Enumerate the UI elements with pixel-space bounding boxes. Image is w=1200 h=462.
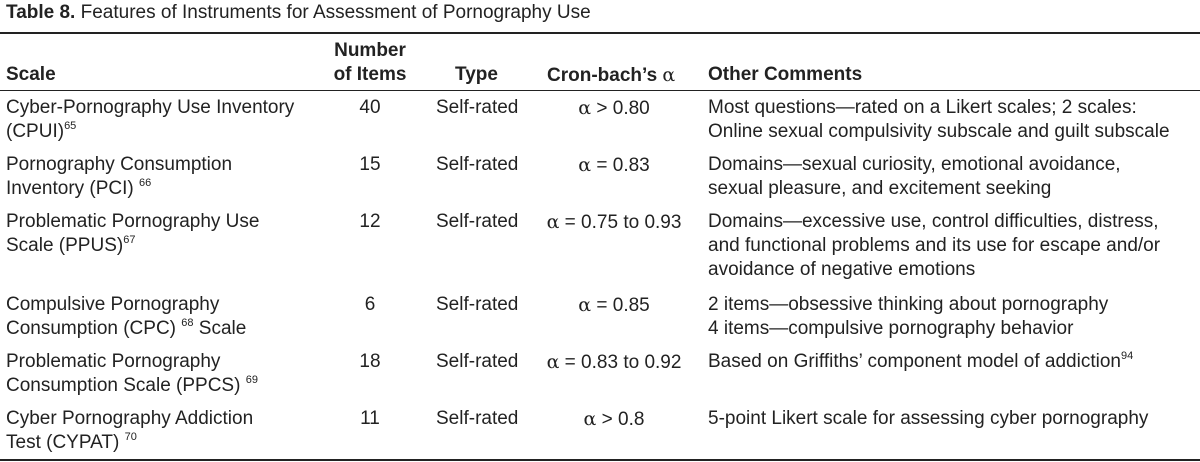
scale-name: Pornography Consumption xyxy=(6,154,233,175)
alpha-value: = 0.83 to 0.92 xyxy=(559,352,682,373)
comment-line: Online sexual compulsivity subscale and guilt subscale xyxy=(708,121,1170,142)
scale-abbrev: Scale (PPUS) xyxy=(6,235,124,256)
item-count: 40 xyxy=(359,97,381,118)
scale-name: Cyber-Pornography Use Inventory xyxy=(6,97,295,118)
table-label: Table 8. xyxy=(6,2,76,23)
alpha-value: = 0.85 xyxy=(591,295,650,316)
reference-number: 94 xyxy=(1120,350,1134,362)
cronbach-alpha xyxy=(522,153,706,178)
comment-line: 5-point Likert scale for assessing cyber pornography xyxy=(708,408,1149,429)
scale-type: Self-rated xyxy=(436,154,519,175)
item-count: 18 xyxy=(359,351,381,372)
scale-abbrev: (CPUI) xyxy=(6,121,65,142)
reference-number: 68 xyxy=(181,317,194,329)
scale-abbrev: Inventory (PCI) xyxy=(6,178,140,199)
scale-abbrev: Consumption Scale (PPCS) xyxy=(6,375,246,396)
scale-name: Problematic Pornography xyxy=(6,351,221,372)
comment-line: 4 items—compulsive pornography behavior xyxy=(708,318,1074,339)
cronbach-alpha xyxy=(522,210,706,235)
scale-type: Self-rated xyxy=(436,294,519,315)
comment-line: Most questions—rated on a Likert scales; 2 scales: xyxy=(708,97,1137,118)
alpha-symbol: α xyxy=(578,97,592,119)
scale-name-cont xyxy=(6,374,258,398)
alpha-symbol: α xyxy=(662,64,676,86)
top-rule xyxy=(0,32,1200,34)
scale-suffix: Scale xyxy=(193,318,247,339)
alpha-symbol: α xyxy=(546,211,560,233)
cronbach-alpha xyxy=(522,293,706,318)
reference-number: 66 xyxy=(139,177,152,189)
scale-name: Problematic Pornography Use xyxy=(6,211,260,232)
alpha-symbol: α xyxy=(578,154,592,176)
comment-line: and functional problems and its use for escape and/or xyxy=(708,235,1161,256)
comment-line: sexual pleasure, and excitement seeking xyxy=(708,178,1052,199)
alpha-value: = 0.75 to 0.93 xyxy=(559,212,682,233)
header-alpha-text: Cron-bach’s xyxy=(547,65,663,86)
scale-type: Self-rated xyxy=(436,351,519,372)
cronbach-alpha xyxy=(522,350,706,375)
comment-line: Domains—excessive use, control difficulties, distress, xyxy=(708,211,1159,232)
scale-abbrev: Consumption (CPC) xyxy=(6,318,182,339)
reference-number: 69 xyxy=(245,374,258,386)
scale-type: Self-rated xyxy=(436,97,519,118)
scale-name-cont xyxy=(6,120,76,144)
item-count: 15 xyxy=(359,154,381,175)
cronbach-alpha xyxy=(522,96,706,121)
table-title: Features of Instruments for Assessment of Pornography Use xyxy=(75,2,591,23)
bottom-rule xyxy=(0,459,1200,461)
scale-type: Self-rated xyxy=(436,211,519,232)
cronbach-alpha xyxy=(522,407,706,432)
scale-type: Self-rated xyxy=(436,408,519,429)
comment-line: 2 items—obsessive thinking about pornography xyxy=(708,294,1109,315)
comment-line: avoidance of negative emotions xyxy=(708,259,976,280)
reference-number: 70 xyxy=(124,431,137,443)
header-alpha xyxy=(547,63,675,88)
header-items-line1: Number xyxy=(334,40,406,61)
scale-name-cont xyxy=(6,177,151,201)
table-caption xyxy=(6,2,591,24)
header-rule xyxy=(0,90,1200,91)
item-count: 6 xyxy=(364,294,376,315)
scale-name-cont xyxy=(6,317,246,341)
alpha-symbol: α xyxy=(578,294,592,316)
header-scale: Scale xyxy=(6,64,56,85)
comment-line xyxy=(708,350,1133,374)
scale-name: Cyber Pornography Addiction xyxy=(6,408,254,429)
alpha-value: > 0.80 xyxy=(591,98,650,119)
alpha-value: = 0.83 xyxy=(591,155,650,176)
reference-number: 67 xyxy=(123,234,136,246)
header-comments: Other Comments xyxy=(708,64,863,85)
alpha-symbol: α xyxy=(546,351,560,373)
item-count: 12 xyxy=(359,211,381,232)
scale-name: Compulsive Pornography xyxy=(6,294,220,315)
header-type: Type xyxy=(455,64,498,85)
scale-abbrev: Test (CYPAT) xyxy=(6,432,125,453)
comment-text: Based on Griffiths’ component model of addiction xyxy=(708,351,1121,372)
alpha-value: > 0.8 xyxy=(596,409,645,430)
reference-number: 65 xyxy=(64,120,77,132)
header-items-line2: of Items xyxy=(333,64,407,85)
alpha-symbol: α xyxy=(583,408,597,430)
item-count: 11 xyxy=(360,408,380,429)
scale-name-cont xyxy=(6,234,135,258)
scale-name-cont xyxy=(6,431,137,455)
comment-line: Domains—sexual curiosity, emotional avoidance, xyxy=(708,154,1121,175)
